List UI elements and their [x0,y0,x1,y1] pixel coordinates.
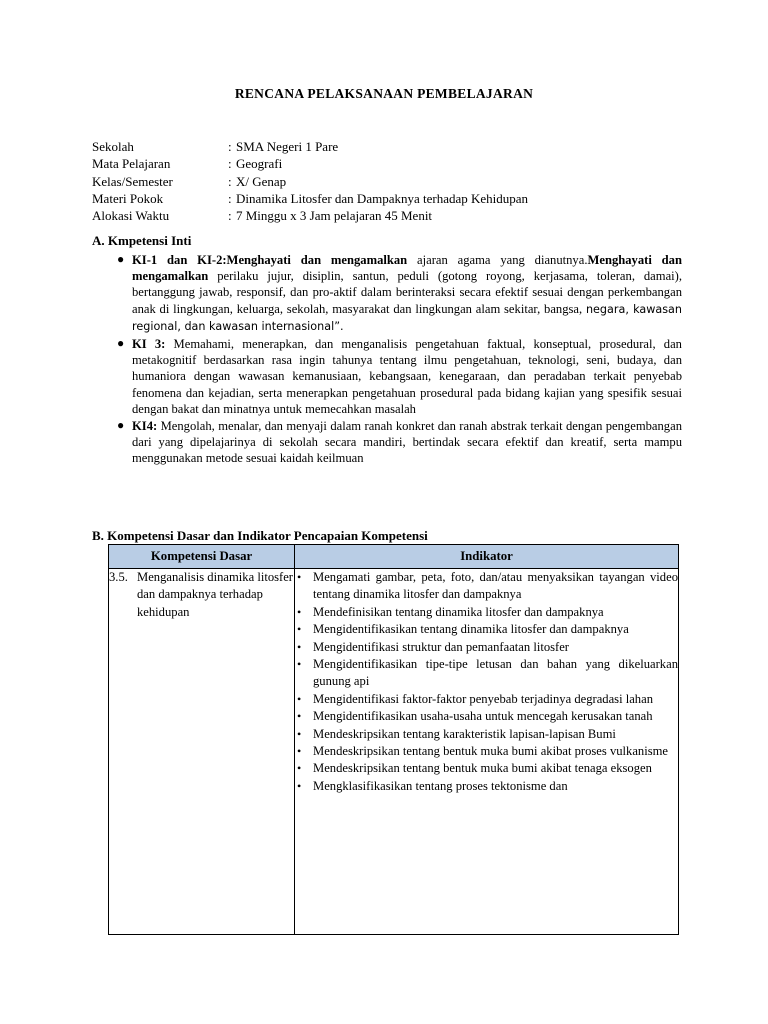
list-item [295,743,678,760]
table-row [109,569,679,935]
kompetensi-dasar-text: Menganalisis dinamika litosfer dan dampaknya terhadap kehidupan [137,570,293,619]
indikator-text: Mendefinisikan tentang dinamika litosfer dan dampaknya [313,604,604,619]
indikator-text: Mendeskripsikan tentang bentuk muka bumi akibat tenaga eksogen [313,761,652,776]
identity-row [92,173,682,190]
list-item [295,760,678,777]
table-header-row [109,545,679,569]
list-item [295,639,678,656]
identity-row [92,207,682,224]
bullet-icon: • [297,691,302,706]
indikator-text: Mengidentifikasi faktor-faktor penyebab terjadinya degradasi lahan [313,691,653,706]
ki-tail-text: negara, kawasan regional, dan kawasan internasional”. [132,302,683,333]
list-item [295,778,678,795]
kompetensi-inti-item [92,418,682,467]
indikator-list [295,569,678,795]
list-item [295,656,678,691]
bullet-icon: ● [117,418,125,433]
indikator-text: Mengidentifikasikan tipe-tipe letusan dan bahan yang dikeluarkan gunung api [313,657,678,689]
identity-value: X/ Genap [236,173,287,189]
bullet-icon: • [297,604,302,619]
identity-label: Materi Pokok [92,190,164,206]
ki-lead-label: KI 3: [132,337,166,352]
kompetensi-dasar-table [108,544,679,935]
bullet-icon: • [297,657,302,672]
cell-kompetensi-dasar [109,569,295,935]
identity-separator: : [228,208,232,224]
indikator-text: Mendeskripsikan tentang bentuk muka bumi akibat proses vulkanisme [313,744,669,759]
bullet-icon: • [297,744,302,759]
bullet-icon: • [297,726,302,741]
identity-label: Alokasi Waktu [92,208,170,224]
indikator-text: Mengklasifikasikan tentang proses tektonisme dan [313,778,568,793]
bullet-icon: • [297,639,302,654]
list-item [295,726,678,743]
identity-label: Sekolah [92,139,134,154]
bullet-icon: • [297,570,302,584]
ki-emphasis-text: Menghayati dan mengamalkan [132,253,682,284]
indikator-text: Mengidentifikasikan usaha-usaha untuk mencegah kerusakan tanah [313,709,653,724]
bullet-icon: • [297,778,302,793]
identity-value: SMA Negeri 1 Pare [236,139,339,154]
page-title: RENCANA PELAKSANAAN PEMBELAJARAN [234,86,534,101]
identity-block [92,138,682,224]
ki-body-text: Mengolah, menalar, dan menyaji dalam ranah konkret dan ranah abstrak terkait dengan pengembangan dari yang dipelajarinya di sekolah secara mandiri, bertindak secara efektif dan kreatif, serta mampu menggunakan metode sesuai kaidah keilmuan [132,419,682,466]
list-item [295,604,678,621]
identity-separator: : [228,190,232,206]
bullet-icon: • [297,761,302,776]
section-a-heading: A. Kmpetensi Inti [92,233,192,248]
kompetensi-dasar-entry [109,569,294,621]
identity-label: Kelas/Semester [92,173,173,189]
indikator-text: Mengidentifikasi struktur dan pemanfaatan litosfer [313,639,569,654]
kompetensi-inti-item [92,252,682,335]
bullet-icon: ● [117,336,125,351]
bullet-icon: ● [117,252,125,266]
identity-separator: : [228,139,232,154]
column-header-indikator: Indikator [295,545,679,569]
cell-indikator [295,569,679,935]
identity-label: Mata Pelajaran [92,156,171,172]
indikator-text: Mengidentifikasikan tentang dinamika litosfer dan dampaknya [313,622,629,637]
bullet-icon: • [297,622,302,637]
identity-separator: : [228,173,232,189]
indikator-text: Mendeskripsikan tentang karakteristik lapisan-lapisan Bumi [313,726,616,741]
identity-row [92,190,682,207]
bullet-icon: • [297,709,302,724]
identity-row [92,155,682,172]
identity-row [92,138,682,155]
identity-separator: : [228,156,232,172]
ki-body-text: ajaran agama yang dianutnya. [407,253,588,267]
ki-lead-label: KI4: [132,419,158,434]
kompetensi-dasar-number: 3.5. [109,570,128,584]
list-item [295,569,678,604]
indikator-text: Mengamati gambar, peta, foto, dan/atau menyaksikan tayangan video tentang dinamika litosfer dan dampaknya [313,570,678,602]
kompetensi-inti-item [92,336,682,417]
identity-value: Geografi [236,156,283,172]
list-item [295,708,678,725]
identity-value: 7 Minggu x 3 Jam pelajaran 45 Menit [236,208,433,224]
column-header-kompetensi-dasar: Kompetensi Dasar [109,545,295,569]
ki-lead-label: KI-1 dan KI-2:Menghayati dan mengamalkan [132,253,408,267]
list-item [295,621,678,638]
list-item [295,691,678,708]
identity-value: Dinamika Litosfer dan Dampaknya terhadap Kehidupan [236,190,529,206]
ki-body-text: Memahami, menerapkan, dan menganalisis pengetahuan faktual, konseptual, prosedural, dan metakognitif berdasarkan rasa ingin tahunya tentang ilmu pengetahuan, teknologi, seni, budaya, dan humaniora dengan wawasan kemanusiaan, kebangsaan, kenegaraan, dan peradaban terkait penyebab fenomena dan kejadian, serta menerapkan pengetahuan prosedural pada bidang kajian yang spesifik sesuai dengan bakat dan minatnya untuk memecahkan masalah [132,337,682,416]
kompetensi-inti-list [92,252,682,468]
section-b-heading: B. Kompetensi Dasar dan Indikator Pencapaian Kompetensi [92,528,428,543]
ki-body-text-continued: perilaku jujur, disiplin, santun, peduli (gotong royong, kerjasama, toleran, damai), bertanggung jawab, responsif, dan pro-aktif dalam berinteraksi secara efektif sesuai dengan perkembangan anak di lingkungan, keluarga, sekolah, masyarakat dan lingkungan alam sekitar, bangsa, [132,269,682,316]
